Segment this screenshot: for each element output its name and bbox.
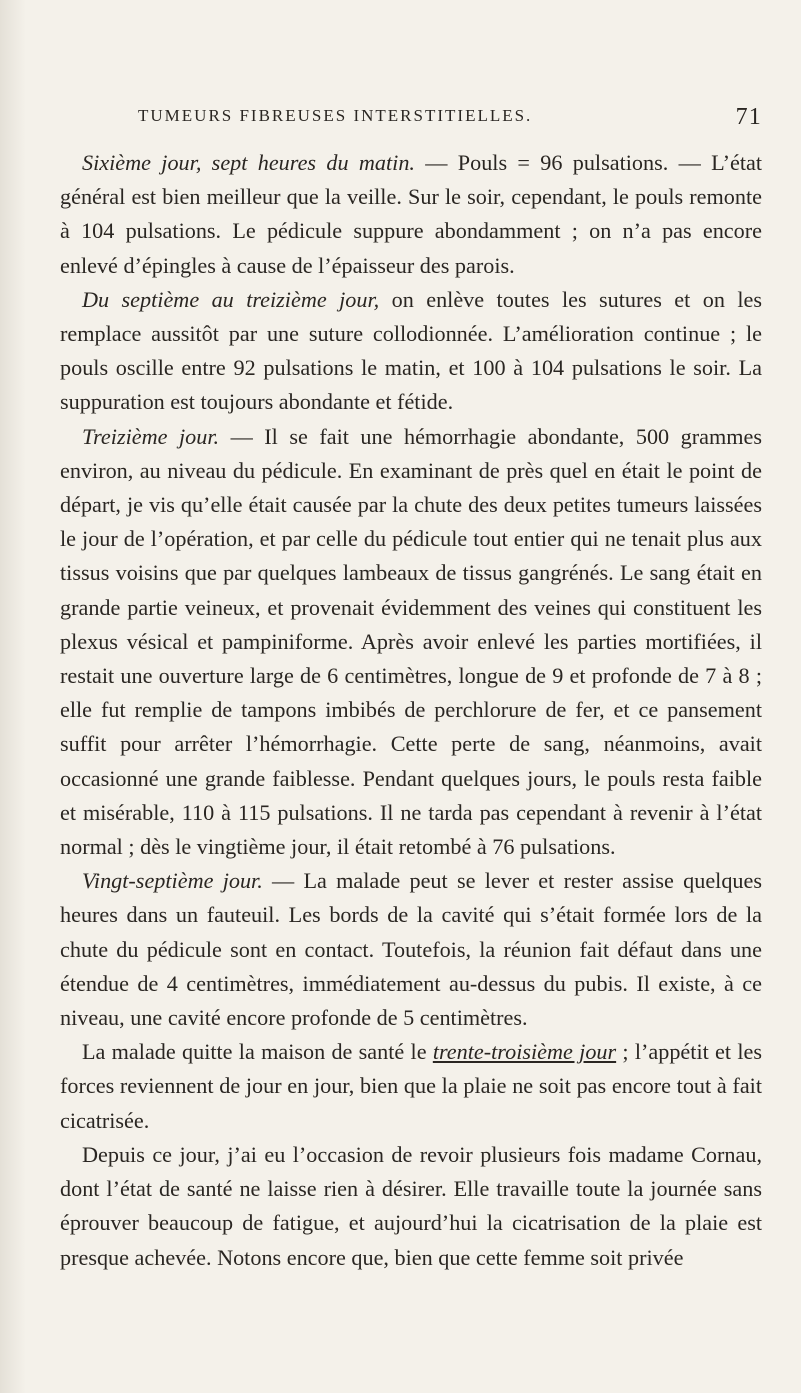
paragraph-days-seven-to-thirteen <box>60 283 762 420</box>
paragraph-discharge <box>60 1035 762 1138</box>
paragraph-lead: Vingt-septième jour. <box>82 868 263 894</box>
paragraph-follow-up <box>60 1138 762 1275</box>
paragraph-text: — Il se fait une hémorrhagie abondante, 500 grammes environ, au niveau du pédicule. En examinant de près quel en était le point de départ, je vis qu’elle était causée par la chute des deux petites tumeurs laissées le jour de l’opération, et par celle du pédicule tout entier qui ne tenait plus aux tissus voisins que par quelques lambeaux de tissus gangrénés. Le sang était en grande partie veineux, et provenait évidemment des veines qui constituent les plexus vésical et pampiniforme. Après avoir enlevé les parties mortifiées, il restait une ouverture large de 6 centimètres, longue de 9 et profonde de 7 à 8 ; elle fut remplie de tampons imbibés de perchlorure de fer, et ce pansement suffit pour arrêter l’hémorrhagie. Cette perte de sang, néanmoins, avait occasionné une grande faiblesse. Pendant quelques jours, le pouls resta faible et misérable, 110 à 115 pulsations. Il ne tarda pas cependant à revenir à l’état normal ; dès le vingtième jour, il était retombé à 76 pulsations. <box>60 423 762 860</box>
paragraph-day-twenty-seven <box>60 864 762 1035</box>
paragraph-text: Depuis ce jour, j’ai eu l’occasion de revoir plusieurs fois madame Cornau, dont l’état de santé ne laisse rien à désirer. Elle travaille toute la journée sans éprouver beaucoup de fatigue, et aujourd’hui la cicatrisation de la plaie est presque achevée. Notons encore que, bien que cette femme soit privée <box>60 1141 762 1270</box>
page-gutter-shadow <box>0 0 26 1393</box>
paragraph-day-six <box>60 146 762 283</box>
paragraph-lead: Sixième jour, sept heures du matin. <box>82 150 415 175</box>
paragraph-text: on enlève toutes les sutures et on les remplace aussitôt par une suture collodionnée. L’amélioration continue ; le pouls oscille entre 92 pulsations le matin, et 100 à 104 pulsations le soir. La suppuration est toujours abondante et fétide. <box>60 286 763 415</box>
paragraph-lead: Du septième au treizième jour, <box>82 286 380 312</box>
paragraph-lead: Treizième jour. <box>82 423 220 449</box>
paragraph-text: — La malade peut se lever et rester assise quelques heures dans un fauteuil. Les bords de la cavité qui s’était formée lors de la chute du pédicule sont en contact. Toutefois, la réunion fait défaut dans une étendue de 4 centimètres, immédiatement au-dessus du pubis. Il existe, à ce niveau, une cavité encore profonde de 5 centimètres. <box>60 868 762 1031</box>
paragraph-pre: La malade quitte la maison de santé le <box>82 1039 433 1065</box>
page-number: 71 <box>735 104 762 130</box>
paragraph-emphasis: trente-troisième jour <box>432 1039 617 1065</box>
paragraph-text: — Pouls = 96 pulsations. — L’état général est bien meilleur que la veille. Sur le soir, cependant, le pouls remonte à 104 pulsations. Le pédicule suppure abondamment ; on n’a pas encore enlevé d’épingles à cause de l’épaisseur des parois. <box>60 150 762 278</box>
paragraph-text: ; l’appétit et les forces reviennent de jour en jour, bien que la plaie ne soit pas encore tout à fait cicatrisée. <box>60 1039 762 1133</box>
running-head <box>138 104 762 138</box>
body-text <box>60 146 762 1275</box>
paragraph-day-thirteen <box>60 420 762 865</box>
running-title: TUMEURS FIBREUSES INTERSTITIELLES. <box>138 106 533 125</box>
